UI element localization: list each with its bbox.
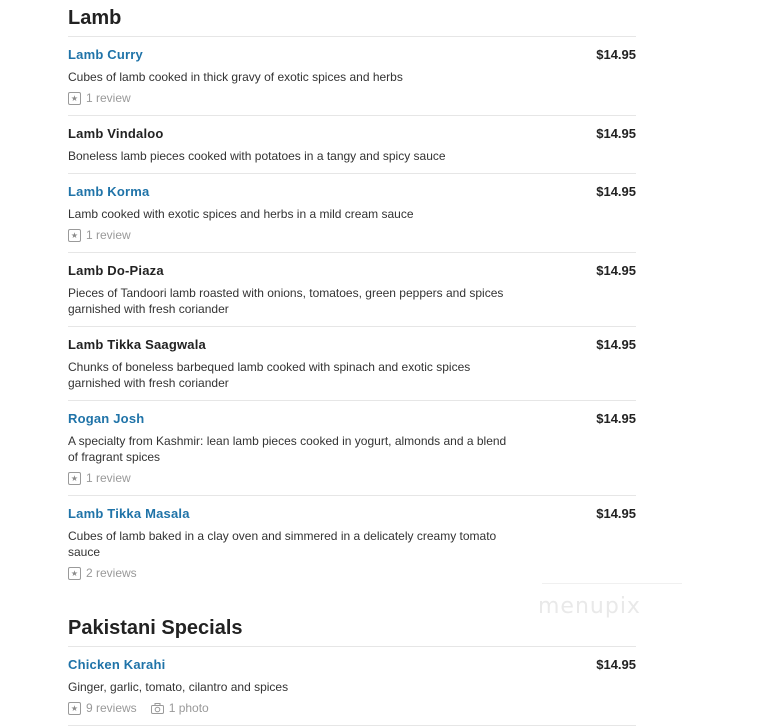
item-price: $14.95 — [596, 657, 636, 672]
item-description: A specialty from Kashmir: lean lamb pieces cooked in yogurt, almonds and a blend of fragrant spices — [68, 434, 507, 464]
reviews-count: 1 review — [86, 91, 131, 105]
star-icon: ★ — [68, 702, 81, 715]
menu-item — [68, 401, 636, 496]
reviews-count: 1 review — [86, 471, 131, 485]
item-description: Lamb cooked with exotic spices and herbs in a mild cream sauce — [68, 207, 414, 221]
item-description: Cubes of lamb cooked in thick gravy of exotic spices and herbs — [68, 70, 403, 84]
item-name: Lamb Do-Piaza — [68, 263, 164, 278]
item-name-link[interactable]: Lamb Curry — [68, 47, 143, 62]
item-name-link[interactable]: Lamb Tikka Masala — [68, 506, 190, 521]
section-title-pakistani-specials: Pakistani Specials — [68, 610, 636, 647]
item-price: $14.95 — [596, 263, 636, 278]
menupix-watermark: menupix — [538, 594, 641, 619]
item-price: $14.95 — [596, 47, 636, 62]
reviews-count: 2 reviews — [86, 566, 137, 580]
star-icon: ★ — [68, 229, 81, 242]
item-description: Cubes of lamb baked in a clay oven and simmered in a delicately creamy tomato sauce — [68, 529, 497, 559]
item-description: Chunks of boneless barbequed lamb cooked with spinach and exotic spices garnished with fresh coriander — [68, 360, 471, 390]
item-name-link[interactable]: Lamb Korma — [68, 184, 150, 199]
camera-icon — [151, 703, 164, 714]
menu-item — [68, 37, 636, 116]
item-name-link[interactable]: Chicken Karahi — [68, 657, 166, 672]
menu-item — [68, 327, 636, 401]
menu-item — [68, 174, 636, 253]
reviews-link[interactable] — [68, 565, 137, 581]
item-description: Pieces of Tandoori lamb roasted with onions, tomatoes, green peppers and spices garnished with fresh coriander — [68, 286, 504, 316]
item-description: Boneless lamb pieces cooked with potatoes in a tangy and spicy sauce — [68, 149, 446, 163]
reviews-link[interactable] — [68, 700, 137, 716]
item-meta — [68, 565, 636, 581]
item-name: Lamb Vindaloo — [68, 126, 164, 141]
reviews-link[interactable] — [68, 227, 131, 243]
reviews-link[interactable] — [68, 470, 131, 486]
star-icon: ★ — [68, 92, 81, 105]
item-meta — [68, 700, 636, 716]
reviews-count: 9 reviews — [86, 701, 137, 715]
item-name-link[interactable]: Rogan Josh — [68, 411, 145, 426]
menu-item — [68, 116, 636, 174]
item-meta — [68, 470, 636, 486]
item-price: $14.95 — [596, 411, 636, 426]
section-title-lamb: Lamb — [68, 0, 636, 37]
item-meta — [68, 227, 636, 243]
photos-link[interactable] — [151, 700, 209, 716]
item-price: $14.95 — [596, 506, 636, 521]
watermark-rule — [542, 583, 682, 584]
reviews-count: 1 review — [86, 228, 131, 242]
menu-item — [68, 253, 636, 327]
star-icon: ★ — [68, 567, 81, 580]
item-meta — [68, 90, 636, 106]
item-name: Lamb Tikka Saagwala — [68, 337, 206, 352]
item-description: Ginger, garlic, tomato, cilantro and spices — [68, 680, 289, 694]
menu-item — [68, 496, 636, 590]
item-price: $14.95 — [596, 184, 636, 199]
item-price: $14.95 — [596, 337, 636, 352]
reviews-link[interactable] — [68, 90, 131, 106]
menu-item — [68, 647, 636, 726]
star-icon: ★ — [68, 472, 81, 485]
photos-count: 1 photo — [168, 701, 209, 715]
item-price: $14.95 — [596, 126, 636, 141]
